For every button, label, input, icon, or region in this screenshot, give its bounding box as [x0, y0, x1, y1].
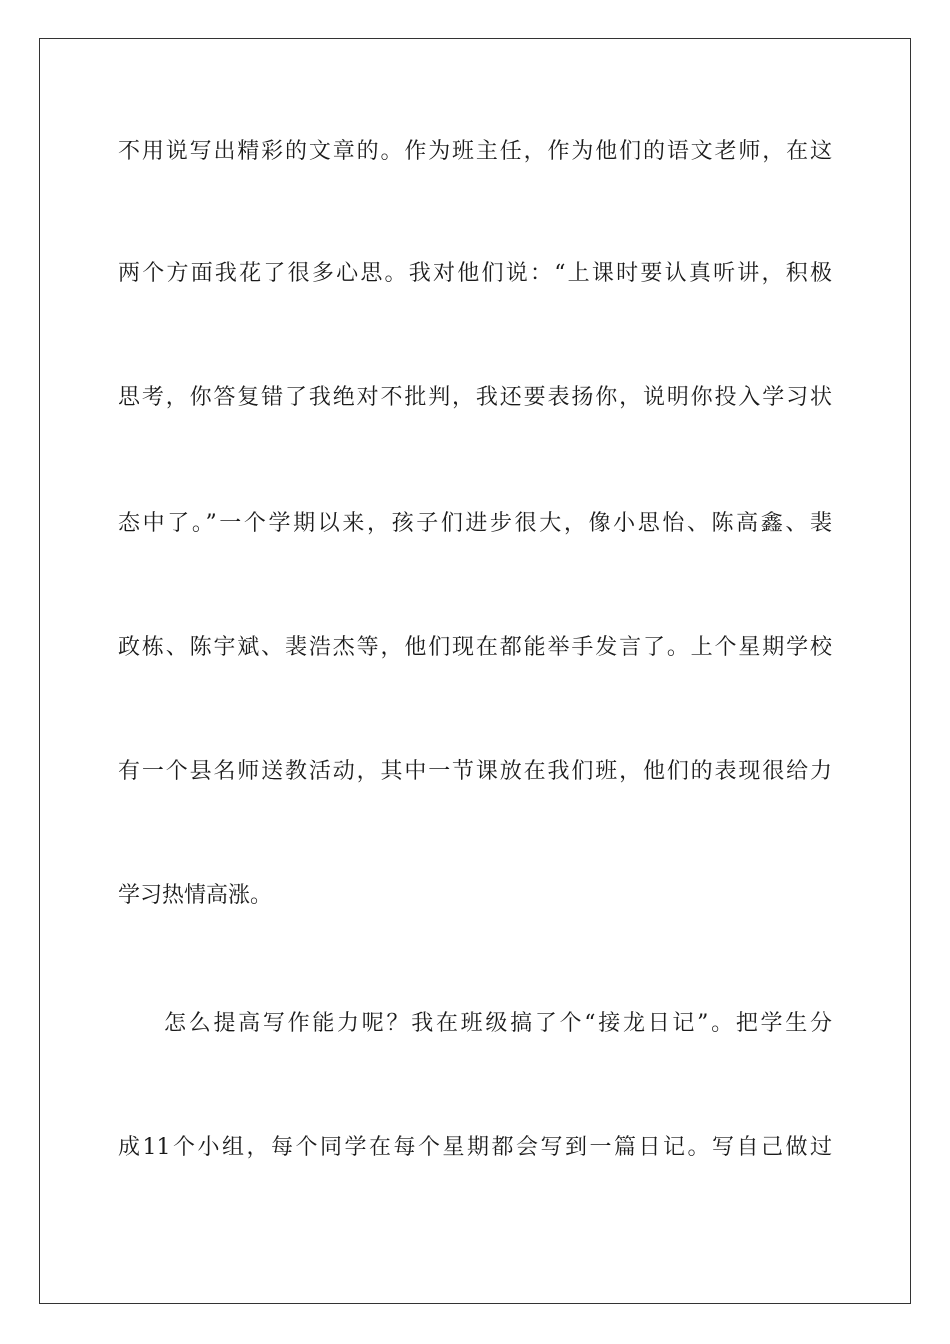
- text-line-4: 态中了。”一个学期以来，孩子们进步很大，像小思怡、陈高鑫、裴: [118, 511, 832, 536]
- text-line-3: 思考，你答复错了我绝对不批判，我还要表扬你，说明你投入学习状: [118, 385, 832, 410]
- text-line-6: 有一个县名师送教活动，其中一节课放在我们班，他们的表现很给力: [118, 759, 832, 784]
- text-line-7: 学习热情高涨。: [118, 883, 273, 908]
- paragraph-start-line: 怎么提高写作能力呢？我在班级搞了个“接龙日记”。把学生分: [164, 1011, 832, 1036]
- text-line-9: 成11个小组，每个同学在每个星期都会写到一篇日记。写自己做过: [118, 1135, 832, 1160]
- text-line-5: 政栋、陈宇斌、裴浩杰等，他们现在都能举手发言了。上个星期学校: [118, 635, 832, 660]
- page-frame: [39, 38, 911, 1304]
- text-line-1: 不用说写出精彩的文章的。作为班主任，作为他们的语文老师，在这: [118, 139, 832, 164]
- text-line-2: 两个方面我花了很多心思。我对他们说：“上课时要认真听讲，积极: [118, 261, 832, 286]
